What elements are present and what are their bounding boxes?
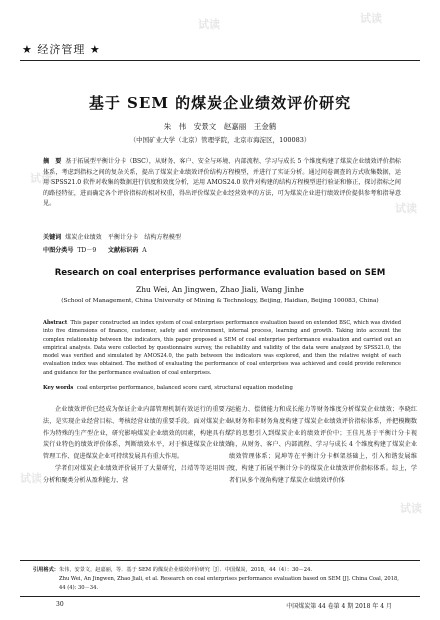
abstract-en-label: Abstract: [43, 320, 68, 326]
authors-en: Zhu Wei, An Jingwen, Zhao Jiali, Wang Jinhe: [136, 285, 304, 294]
keywords-en-label: Key words: [43, 385, 74, 391]
citation-cn: [33, 566, 403, 575]
section-header: ★ 经济管理 ★: [22, 43, 101, 56]
body-column-right: [229, 404, 417, 487]
keywords-en: [43, 385, 293, 391]
cls-value: TD－9: [77, 247, 97, 254]
body-paragraph: 运能力、偿债能力和成长能力等财务维度分析煤炭企业绩效；李晓红从财务和非财务角度构建了煤炭企业绩效评价指标体系，并把模糊数学的思想引入到煤炭企业的绩效评价中；王佳凡基于平衡计分卡视角，从财务、客户、内部流程、学习与成长 4 个维度构建了煤炭企业绩效管理体系；晁坤等在平衡计分卡框架基础上，引入和谐发展维度，构建了拓展平衡计分卡的煤炭企业绩效评价指标体系。综上，学者们从多个视角构建了煤炭企业绩效评价体: [229, 406, 417, 484]
journal-footer: 中国煤炭第 44 卷第 4 期 2018 年 4 月: [286, 603, 392, 610]
page-number: 30: [56, 601, 64, 608]
watermark-text: 试读: [400, 502, 422, 515]
abstract-cn-label: 摘 要: [43, 158, 62, 165]
abstract-en: [43, 319, 401, 377]
citation-block: [33, 566, 403, 593]
watermark-text: 试读: [360, 12, 382, 25]
body-column-left: [43, 404, 231, 487]
doc-code-label: 文献标识码: [107, 247, 139, 254]
watermark-text: 试读: [395, 202, 417, 215]
abstract-en-text: This paper constructed an index system of coal enterprises performance evaluation based on extended BSC, which was divided into five dimensions of finance, customer, safety and environment, internal process, learning and growth. Taking into account the complex relationship between the indicators, this paper proposed a SEM of coal enterprise performance evaluation and carried out an empirical analysis. Data were collected by questionnaire survey, the reliability and validity of the data were analyzed by SPSS21.0, the model was verified and simulated by AMOS24.0, the path between the indicators was explored, and then the relative weight of each evaluation index was obtained. The method of evaluating the performance of coal enterprises was achieved and could provide reference and guidance for the performance evaluation of coal enterprises.: [43, 320, 401, 376]
watermark-text: 试读: [198, 18, 220, 31]
keywords-cn-text: 煤炭企业绩效 平衡计分卡 结构方程模型: [65, 234, 181, 241]
body-paragraph: 学者们对煤炭企业绩效评价展开了大量研究，吕靖等等运用因子分析和聚类分析从盈利能力、营: [43, 464, 231, 484]
footer-rule: [20, 596, 420, 597]
abstract-cn: [43, 157, 401, 210]
classification-line: [43, 245, 147, 254]
cls-label: 中图分类号: [43, 247, 74, 254]
paper-title-cn: 基于 SEM 的煤炭企业绩效评价研究: [88, 94, 352, 112]
keywords-cn-label: 关键词: [43, 234, 62, 241]
body-paragraph: 企业绩效评价已经成为保证企业内部管理机制有效运行的重要方法，是实现企业经营目标、考核经营业绩的重要手段。面对煤炭企业作为特殊的生产型企业，研究影响煤炭企业绩效的因素，构建具有煤炭行业特色的绩效评价体系，判断绩效水平，对于推进煤炭企业绩效管理工作、促进煤炭企业可持续发展具有重大作用。: [43, 406, 231, 461]
abstract-cn-text: 基于拓展型平衡计分卡（BSC），从财务、客户、安全与环境、内部流程、学习与成长 5 个维度构建了煤炭企业绩效评价指标体系，考虑到指标之间的复杂关系，提出了煤炭企业绩效评价结构方程模型，并进行了实证分析。通过问卷调查的方式收集数据，运用 SPSS21.0 软件对收集的数据进行信度和效度分析，运用 AMOS24.0 软件对构建的结构方程模型进行验证和修正，探讨指标之间的路径特征，进而确定各个评价指标的相对权重，得出评价煤炭企业经营效率的方法，可为煤炭企业进行绩效评价提供参考和指导意见。: [43, 158, 402, 208]
affiliation-en: (School of Management, China University of Mining & Technology, Beijing, Haidian, Beijing 100083, China): [61, 298, 379, 304]
watermark-text: 试读: [30, 172, 52, 185]
doc-code-value: A: [142, 247, 147, 254]
citation-cn-text: 朱伟，安景文，赵嘉丽，等．基于 SEM 的煤炭企业绩效评价研究［J］．中国煤炭，2018，44（4）：30－24.: [58, 567, 313, 573]
citation-label: 引用格式：: [33, 567, 59, 573]
paper-title-en: Research on coal enterprises performance evaluation based on SEM: [54, 268, 386, 278]
keywords-cn: [43, 232, 181, 241]
citation-rule: [20, 560, 420, 561]
watermark-text: 试读: [20, 472, 42, 485]
citation-en-text: Zhu Wei, An Jingwen, Zhao Jiali, et al. Research on coal enterprises performance evaluation based on SEM [J]. China Coal, 2018, 44 (4): 30－34.: [59, 576, 399, 591]
keywords-en-text: coal enterprise performance, balanced score card, structural equation modeling: [76, 385, 293, 391]
header-rule: [20, 60, 420, 61]
authors-cn: 朱 伟 安景文 赵嘉丽 王金鹤: [163, 122, 277, 131]
affiliation-cn: （中国矿业大学（北京）管理学院，北京市海淀区，100083）: [129, 136, 311, 144]
